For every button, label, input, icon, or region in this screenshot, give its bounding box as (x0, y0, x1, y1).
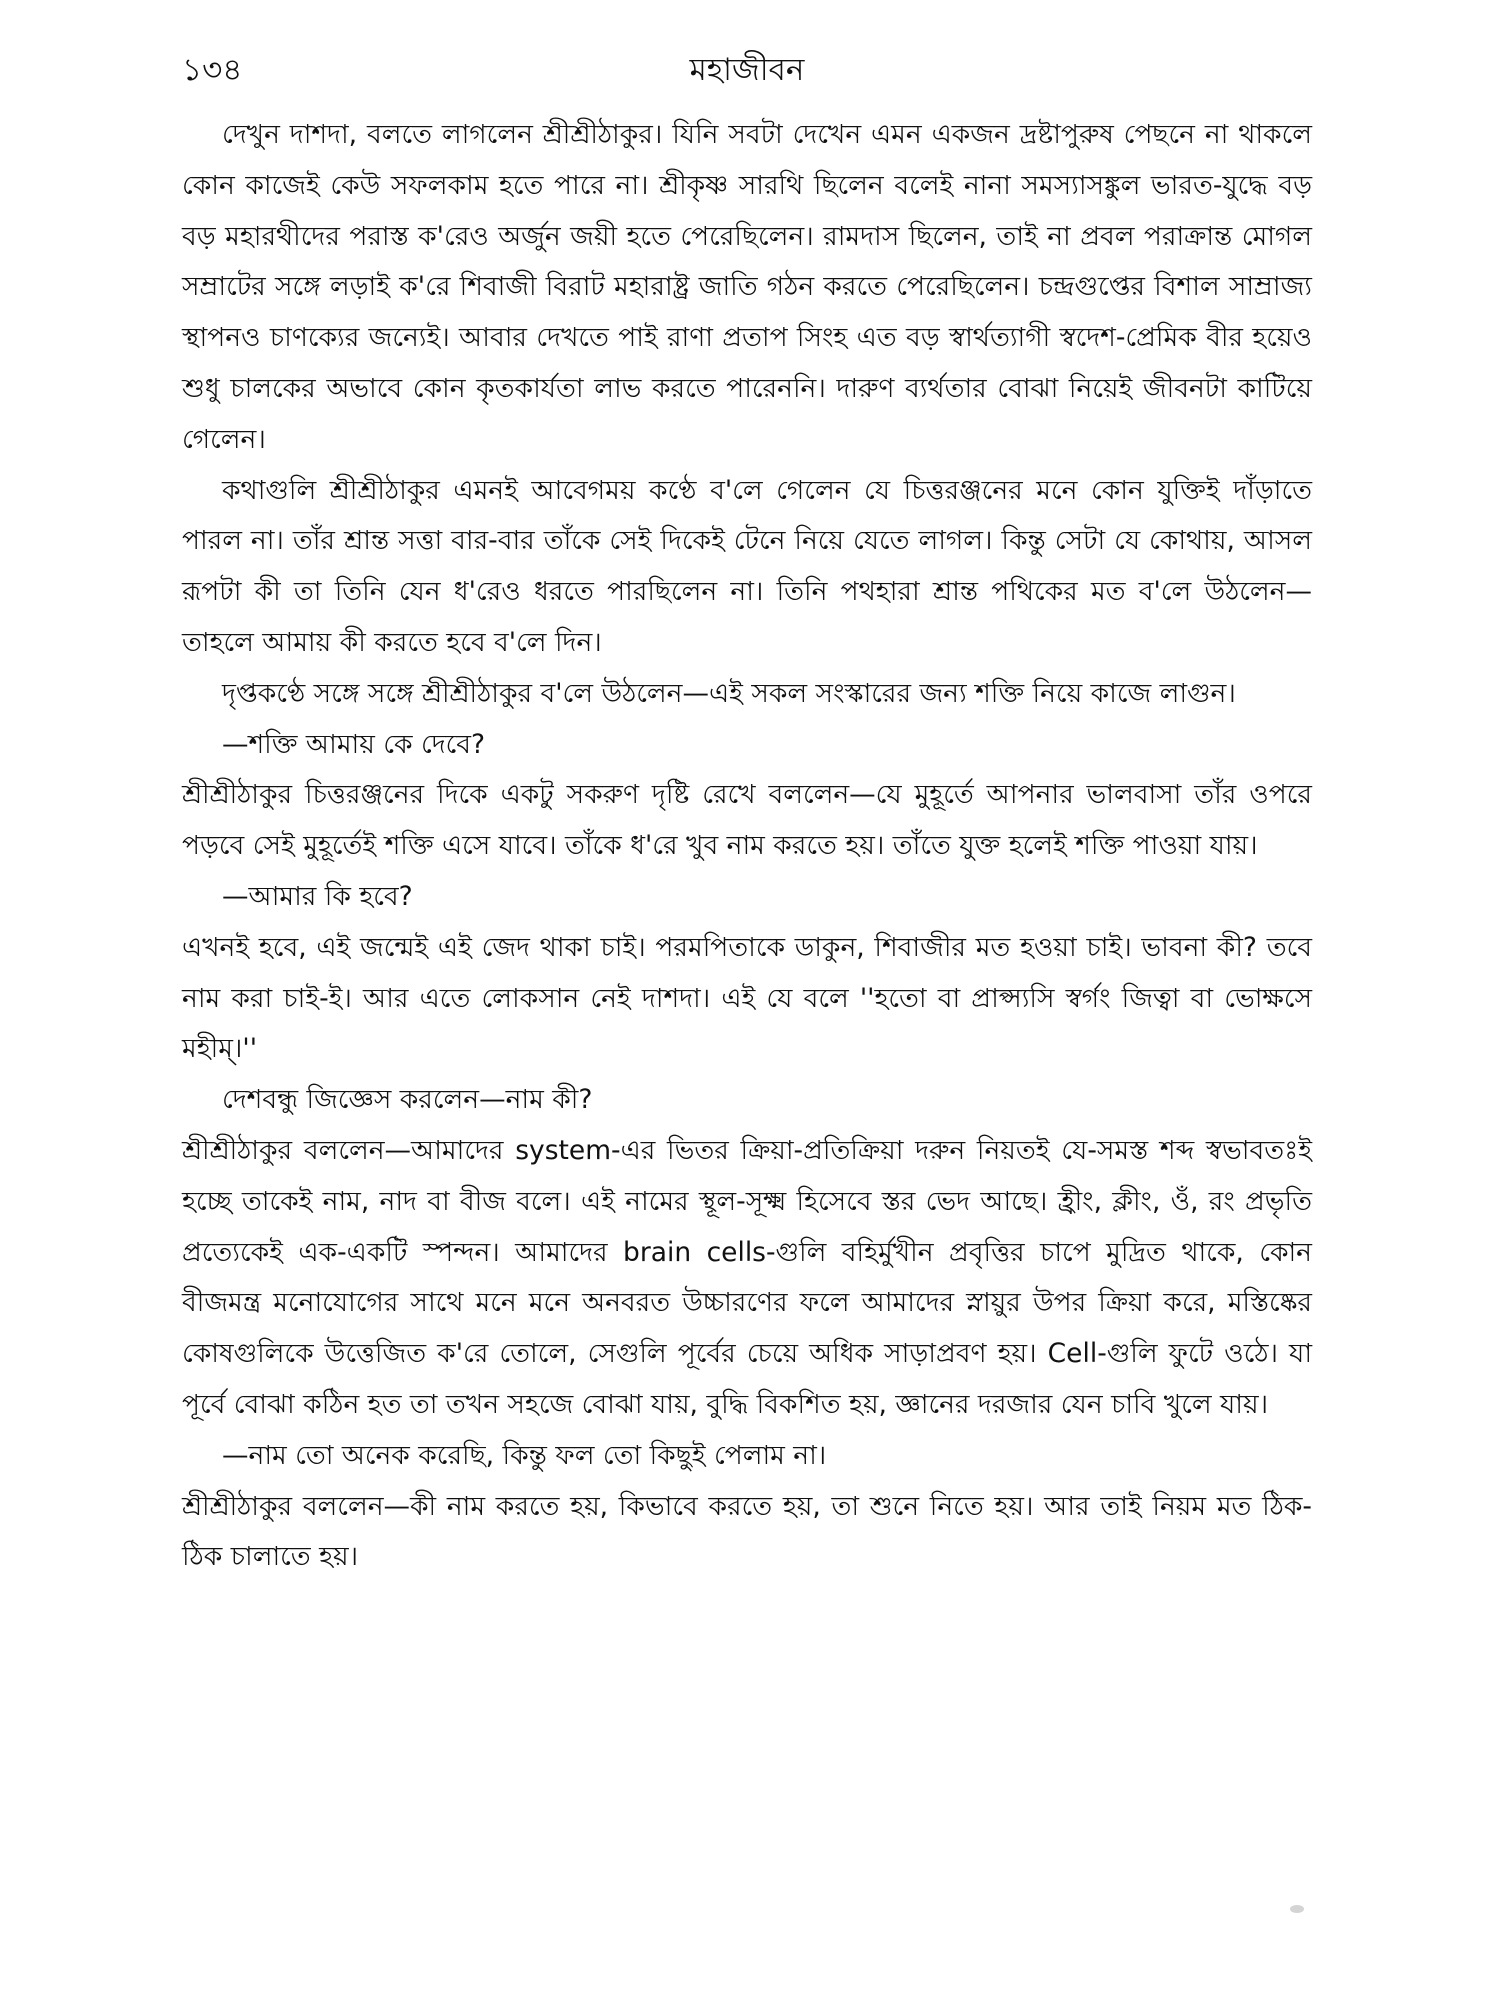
running-head (182, 40, 1312, 100)
scan-speck (1290, 1905, 1304, 1913)
dialogue-line: —শক্তি আমায় কে দেবে? (222, 728, 486, 760)
text-body (182, 110, 1312, 1583)
paragraph: দেখুন দাশদা, বলতে লাগলেন শ্রীশ্রীঠাকুর। যিনি সবটা দেখেন এমন একজন দ্রষ্টাপুরুষ পেছনে না থাকলে কোন কাজেই কেউ সফলকাম হতে পারে না। শ্রীকৃষ্ণ সারথি ছিলেন বলেই নানা সমস্যাসঙ্কুল ভারত-যুদ্ধে বড় বড় মহারথীদের পরাস্ত ক'রেও অর্জুন জয়ী হতে পেরেছিলেন। রামদাস ছিলেন, তাই না প্রবল পরাক্রান্ত মোগল সম্রাটের সঙ্গে লড়াই ক'রে শিবাজী বিরাট মহারাষ্ট্র জাতি গঠন করতে পেরেছিলেন। চন্দ্রগুপ্তের বিশাল সাম্রাজ্য স্থাপনও চাণক্যের জন্যেই। আবার দেখতে পাই রাণা প্রতাপ সিংহ এত বড় স্বার্থত্যাগী স্বদেশ-প্রেমিক বীর হয়েও শুধু চালকের অভাবে কোন কৃতকার্যতা লাভ করতে পারেননি। দারুণ ব্যর্থতার বোঝা নিয়েই জীবনটা কাটিয়ে গেলেন। (182, 119, 1312, 455)
book-title: মহাজীবন (689, 52, 805, 88)
paragraph: দৃপ্তকণ্ঠে সঙ্গে সঙ্গে শ্রীশ্রীঠাকুর ব'লে উঠলেন—এই সকল সংস্কারের জন্য শক্তি নিয়ে কাজে লাগুন। (222, 677, 1236, 709)
paragraph: দেশবন্ধু জিজ্ঞেস করলেন—নাম কী? (222, 1084, 593, 1116)
paragraph: শ্রীশ্রীঠাকুর চিত্তরঞ্জনের দিকে একটু সকরুণ দৃষ্টি রেখে বললেন—যে মুহূর্তে আপনার ভালবাসা তাঁর ওপরে পড়বে সেই মুহূর্তেই শক্তি এসে যাবে। তাঁকে ধ'রে খুব নাম করতে হয়। তাঁতে যুক্ত হলেই শক্তি পাওয়া যায়। (182, 779, 1312, 862)
dialogue-line: —নাম তো অনেক করেছি, কিন্তু ফল তো কিছুই পেলাম না। (222, 1439, 827, 1471)
paragraph: এখনই হবে, এই জন্মেই এই জেদ থাকা চাই। পরমপিতাকে ডাকুন, শিবাজীর মত হওয়া চাই। ভাবনা কী? তবে নাম করা চাই-ই। আর এতে লোকসান নেই দাশদা। এই যে বলে ''হতো বা প্রাপ্স্যসি স্বর্গং জিত্বা বা ভোক্ষসে মহীম্।'' (182, 931, 1312, 1065)
paragraph: কথাগুলি শ্রীশ্রীঠাকুর এমনই আবেগময় কণ্ঠে ব'লে গেলেন যে চিত্তরঞ্জনের মনে কোন যুক্তিই দাঁড়াতে পারল না। তাঁর শ্রান্ত সত্তা বার-বার তাঁকে সেই দিকেই টেনে নিয়ে যেতে লাগল। কিন্তু সেটা যে কোথায়, আসল রূপটা কী তা তিনি যেন ধ'রেও ধরতে পারছিলেন না। তিনি পথহারা শ্রান্ত পথিকের মত ব'লে উঠলেন—তাহলে আমায় কী করতে হবে ব'লে দিন। (182, 474, 1312, 658)
paragraph: শ্রীশ্রীঠাকুর বললেন—কী নাম করতে হয়, কিভাবে করতে হয়, তা শুনে নিতে হয়। আর তাই নিয়ম মত ঠিক-ঠিক চালাতে হয়। (182, 1490, 1312, 1573)
paragraph: শ্রীশ্রীঠাকুর বললেন—আমাদের system-এর ভিতর ক্রিয়া-প্রতিক্রিয়া দরুন নিয়তই যে-সমস্ত শব্দ স্বভাবতঃই হচ্ছে তাকেই নাম, নাদ বা বীজ বলে। এই নামের স্থূল-সূক্ষ্ম হিসেবে স্তর ভেদ আছে। হ্রীং, ক্লীং, ওঁ, রং প্রভৃতি প্রত্যেকেই এক-একটি স্পন্দন। আমাদের brain cells-গুলি বহির্মুখীন প্রবৃত্তির চাপে মুদ্রিত থাকে, কোন বীজমন্ত্র মনোযোগের সাথে মনে মনে অনবরত উচ্চারণের ফলে আমাদের স্নায়ুর উপর ক্রিয়া করে, মস্তিষ্কের কোষগুলিকে উত্তেজিত ক'রে তোলে, সেগুলি পূর্বের চেয়ে অধিক সাড়াপ্রবণ হয়। Cell-গুলি ফুটে ওঠে। যা পূর্বে বোঝা কঠিন হত তা তখন সহজে বোঝা যায়, বুদ্ধি বিকশিত হয়, জ্ঞানের দরজার যেন চাবি খুলে যায়। (182, 1134, 1312, 1420)
dialogue-line: —আমার কি হবে? (222, 880, 413, 912)
page-number: ১৩৪ (182, 52, 243, 88)
